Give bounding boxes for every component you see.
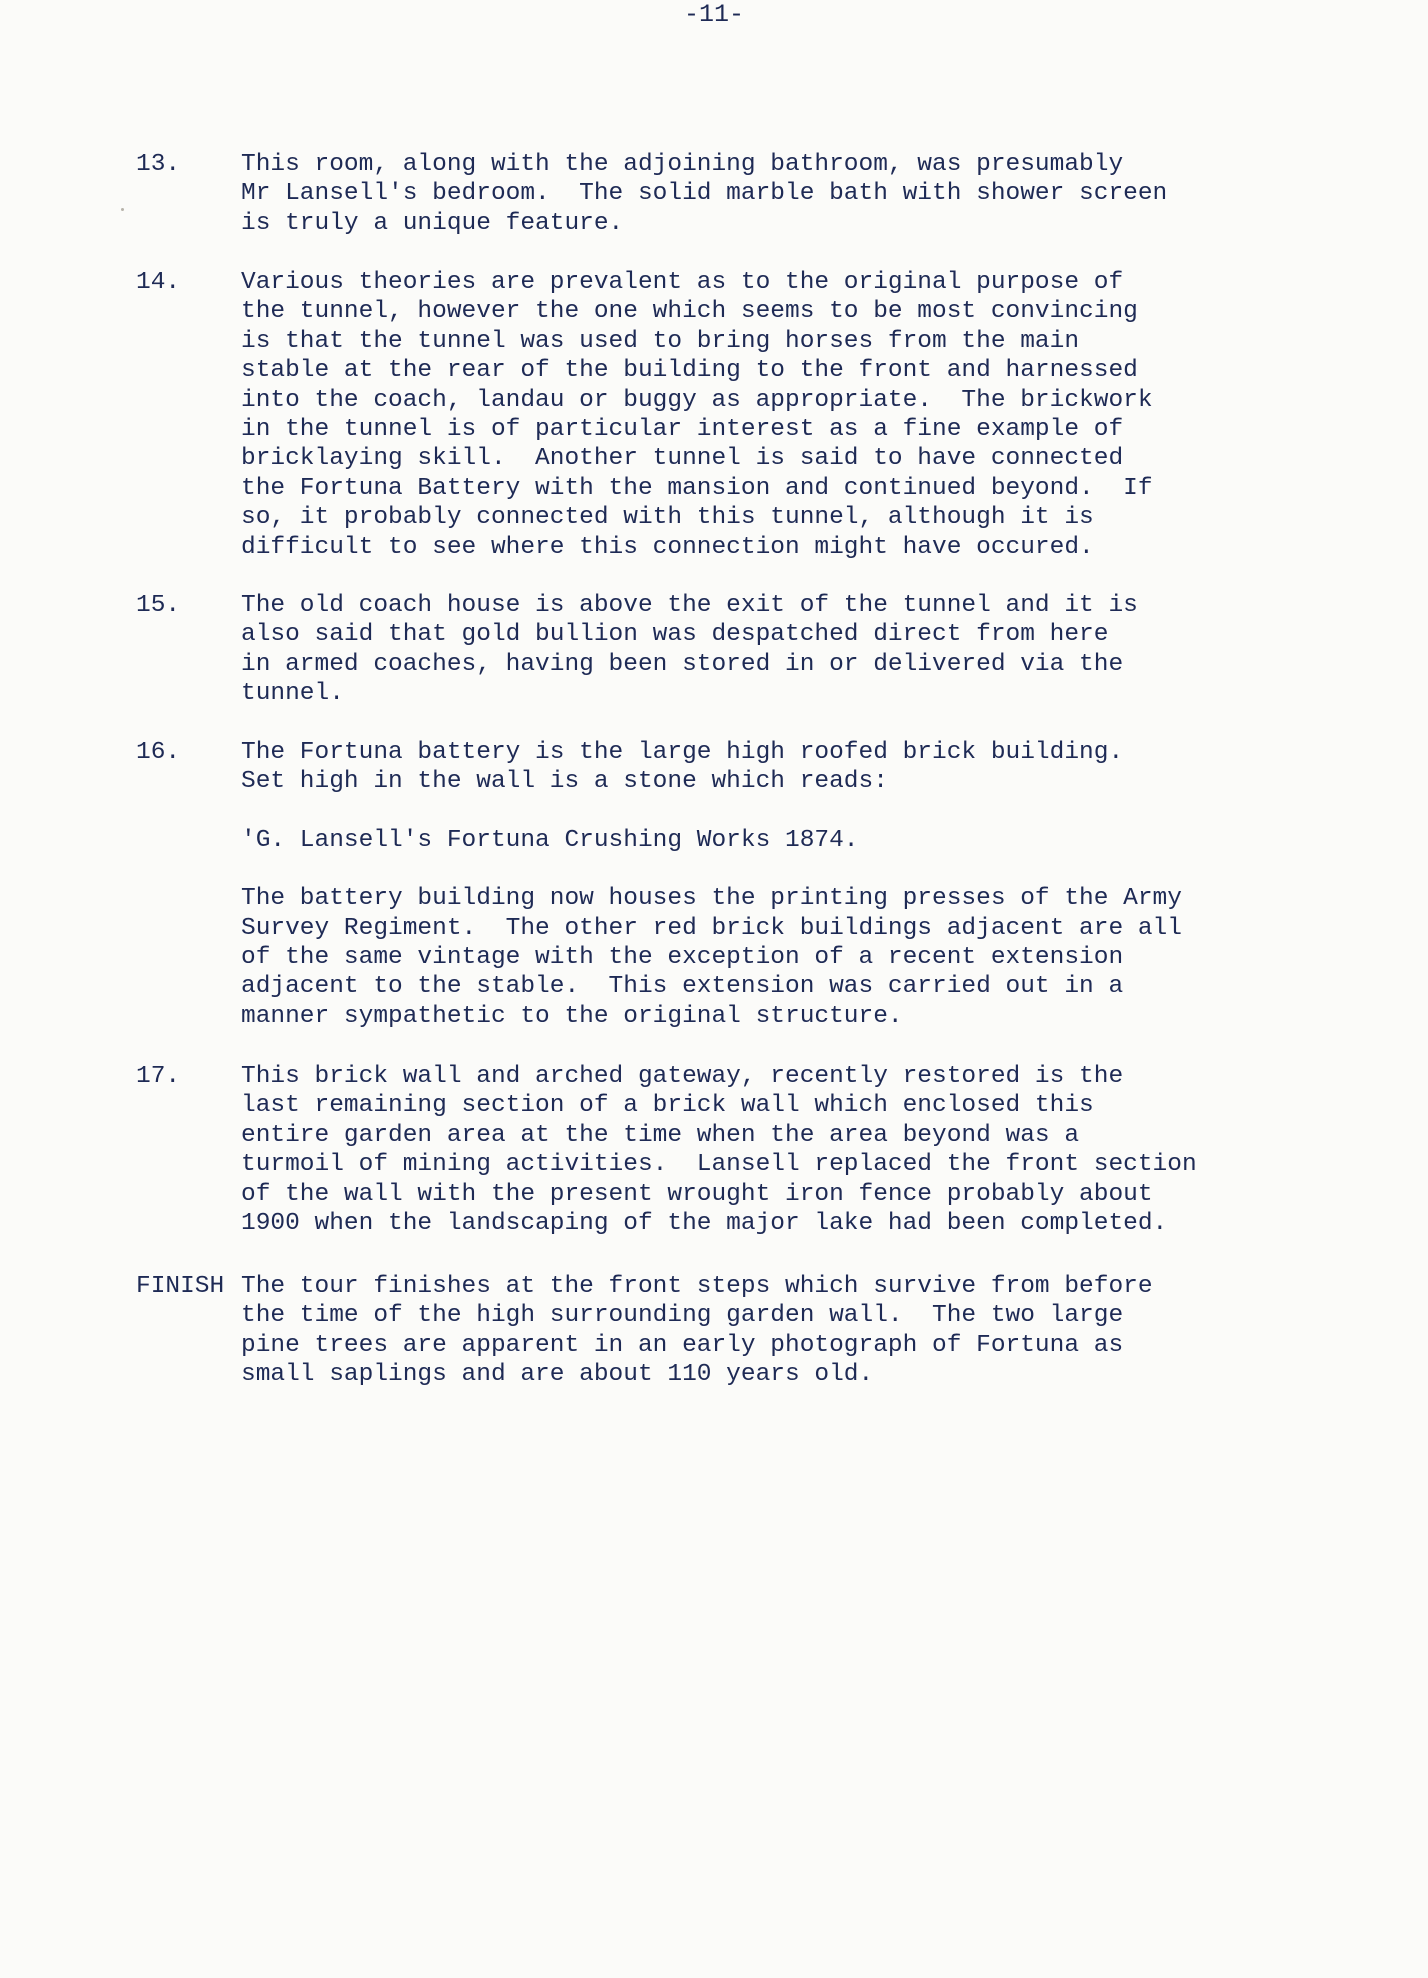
paragraph [241,826,1296,855]
text-line: also said that gold bullion was despatched direct from here [241,621,1109,649]
list-item [136,268,1296,562]
text-line: the time of the high surrounding garden wall. The two large [241,1302,1124,1330]
text-line: Set high in the wall is a stone which reads: [241,768,888,796]
text-line: manner sympathetic to the original structure. [241,1002,903,1030]
text-line: so, it probably connected with this tunnel, although it is [241,504,1094,532]
item-text [241,1272,1296,1390]
text-line: Survey Regiment. The other red brick buildings adjacent are all [241,914,1182,942]
text-line: bricklaying skill. Another tunnel is said to have connected [241,445,1124,473]
text-line: 'G. Lansell's Fortuna Crushing Works 1874. [241,826,859,854]
text-line: stable at the rear of the building to the front and harnessed [241,357,1138,385]
paragraph-gap [241,797,1296,826]
text-line: The old coach house is above the exit of the tunnel and it is [241,592,1138,619]
paragraph-gap [241,855,1296,884]
item-text [241,1062,1296,1238]
item-label: 15. [136,592,181,619]
text-line: tunnel. [241,680,344,708]
text-line: This brick wall and arched gateway, recently restored is the [241,1063,1124,1090]
text-line: the Fortuna Battery with the mansion and continued beyond. If [241,474,1153,502]
paragraph [241,1062,1296,1238]
item-text [241,150,1296,238]
text-line: pine trees are apparent in an early photograph of Fortuna as [241,1331,1124,1359]
paragraph [241,738,1296,797]
list-item [136,738,1296,1031]
page-number: -11- [683,0,744,29]
item-text [241,268,1296,562]
text-line: adjacent to the stable. This extension was carried out in a [241,973,1124,1001]
text-line: into the coach, landau or buggy as appropriate. The brickwork [241,386,1153,414]
paragraph [241,884,1296,1031]
paragraph [241,1272,1296,1390]
text-line: difficult to see where this connection might have occured. [241,533,1094,561]
text-line: in armed coaches, having been stored in or delivered via the [241,650,1124,678]
text-line: is that the tunnel was used to bring horses from the main [241,327,1080,355]
list-item [136,591,1296,709]
text-line: The tour finishes at the front steps which survive from before [241,1273,1153,1300]
text-line: The Fortuna battery is the large high roofed brick building. [241,739,1124,766]
text-line: This room, along with the adjoining bathroom, was presumably [241,151,1124,178]
text-line: Mr Lansell's bedroom. The solid marble bath with shower screen [241,180,1168,208]
text-line: small saplings and are about 110 years old. [241,1361,874,1389]
text-line: of the same vintage with the exception of a recent extension [241,944,1124,972]
paragraph [241,150,1296,238]
text-line: of the wall with the present wrought iron fence probably about [241,1180,1153,1208]
text-line: the tunnel, however the one which seems to be most convincing [241,298,1138,326]
list-item [136,1062,1296,1238]
text-line: entire garden area at the time when the area beyond was a [241,1121,1080,1149]
item-label: 16. [136,739,181,766]
item-text [241,738,1296,1031]
item-text [241,591,1296,709]
text-line: is truly a unique feature. [241,209,624,237]
item-label: 14. [136,269,181,296]
text-line: Various theories are prevalent as to the original purpose of [241,269,1124,296]
list-item [136,1272,1296,1390]
text-line: The battery building now houses the printing presses of the Army [241,885,1182,913]
item-label: FINISH [136,1273,225,1300]
text-line: turmoil of mining activities. Lansell replaced the front section [241,1151,1197,1179]
paragraph [241,268,1296,562]
text-line: in the tunnel is of particular interest as a fine example of [241,416,1124,444]
text-line: last remaining section of a brick wall which enclosed this [241,1092,1094,1120]
list-item [136,150,1296,238]
text-line: 1900 when the landscaping of the major lake had been completed. [241,1210,1168,1238]
item-label: 17. [136,1063,181,1090]
item-label: 13. [136,151,181,178]
paper-speck [121,208,124,211]
paragraph [241,591,1296,709]
